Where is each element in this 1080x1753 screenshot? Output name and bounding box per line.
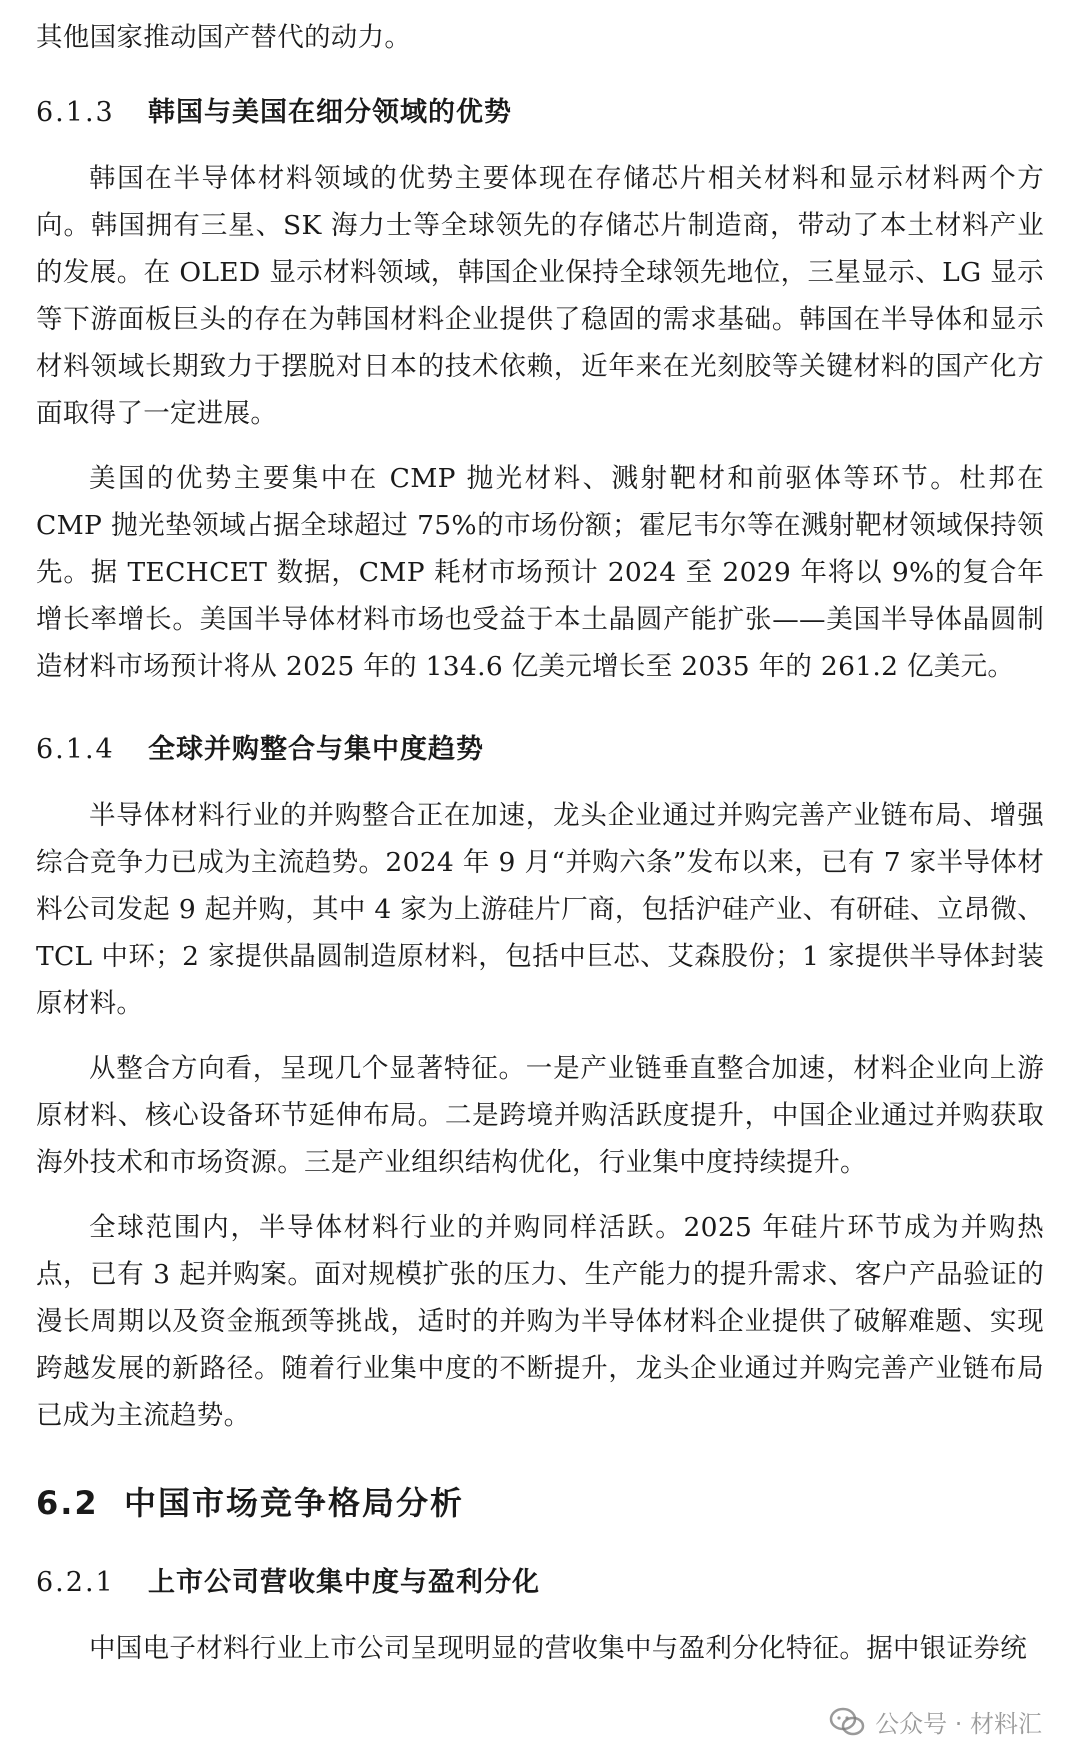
watermark-text: 公众号 · 材料汇: [875, 1710, 1042, 1738]
paragraph-continued: 其他国家推动国产替代的动力。: [36, 22, 412, 53]
heading-6-2: [36, 1475, 1044, 1531]
paragraph-us-advantage: 美国的优势主要集中在 CMP 抛光材料、溅射靶材和前驱体等环节。杜邦在 CMP 抛光垫领域占据全球超过 75%的市场份额；霍尼韦尔等在溅射靶材领域保持领先。据 TECHCET 数据，CMP 耗材市场预计 2024 至 2029 年将以 9%的复合年增长率增长。美国半导体材料市场也受益于本土晶圆产能扩张——美国半导体晶圆制造材料市场预计将从 2025 年的 134.6 亿美元增长至 2035 年的 261.2 亿美元。: [36, 463, 1044, 682]
paragraph-integration-direction: 从整合方向看，呈现几个显著特征。一是产业链垂直整合加速，材料企业向上游原材料、核心设备环节延伸布局。二是跨境并购活跃度提升，中国企业通过并购获取海外技术和市场资源。三是产业组织结构优化，行业集中度持续提升。: [36, 1053, 1044, 1178]
heading-number: 6.2: [36, 1484, 99, 1522]
heading-6-1-3: [36, 89, 1044, 137]
paragraph-korea-advantage: 韩国在半导体材料领域的优势主要体现在存储芯片相关材料和显示材料两个方向。韩国拥有三星、SK 海力士等全球领先的存储芯片制造商，带动了本土材料产业的发展。在 OLED 显示材料领域，韩国企业保持全球领先地位，三星显示、LG 显示等下游面板巨头的存在为韩国材料企业提供了稳固的需求基础。韩国在半导体和显示材料领域长期致力于摆脱对日本的技术依赖，近年来在光刻胶等关键材料的国产化方面取得了一定进展。: [36, 163, 1044, 429]
heading-number: 6.2.1: [36, 1567, 115, 1598]
heading-title: 韩国与美国在细分领域的优势: [148, 97, 512, 128]
heading-title: 上市公司营收集中度与盈利分化: [148, 1567, 540, 1598]
heading-title: 中国市场竞争格局分析: [124, 1484, 465, 1522]
heading-number: 6.1.4: [36, 734, 115, 765]
watermark: [829, 1704, 1042, 1739]
paragraph-mna-trend: 半导体材料行业的并购整合正在加速，龙头企业通过并购完善产业链布局、增强综合竞争力已成为主流趋势。2024 年 9 月“并购六条”发布以来，已有 7 家半导体材料公司发起 9 起并购，其中 4 家为上游硅片厂商，包括沪硅产业、有研硅、立昂微、TCL 中环；2 家提供晶圆制造原材料，包括中巨芯、艾森股份；1 家提供半导体封装原材料。: [36, 800, 1044, 1019]
paragraph-global-mna: 全球范围内，半导体材料行业的并购同样活跃。2025 年硅片环节成为并购热点，已有 3 起并购案。面对规模扩张的压力、生产能力的提升需求、客户产品验证的漫长周期以及资金瓶颈等挑战，适时的并购为半导体材料企业提供了破解难题、实现跨越发展的新路径。随着行业集中度的不断提升，龙头企业通过并购完善产业链布局已成为主流趋势。: [36, 1212, 1044, 1431]
heading-number: 6.1.3: [36, 97, 115, 128]
paragraph-listed-companies: 中国电子材料行业上市公司呈现明显的营收集中与盈利分化特征。据中银证券统: [89, 1633, 1027, 1664]
heading-6-1-4: [36, 726, 1044, 774]
wechat-icon: [829, 1707, 865, 1737]
heading-title: 全球并购整合与集中度趋势: [148, 734, 484, 765]
document-page: [36, 14, 1044, 1672]
heading-6-2-1: [36, 1559, 1044, 1607]
